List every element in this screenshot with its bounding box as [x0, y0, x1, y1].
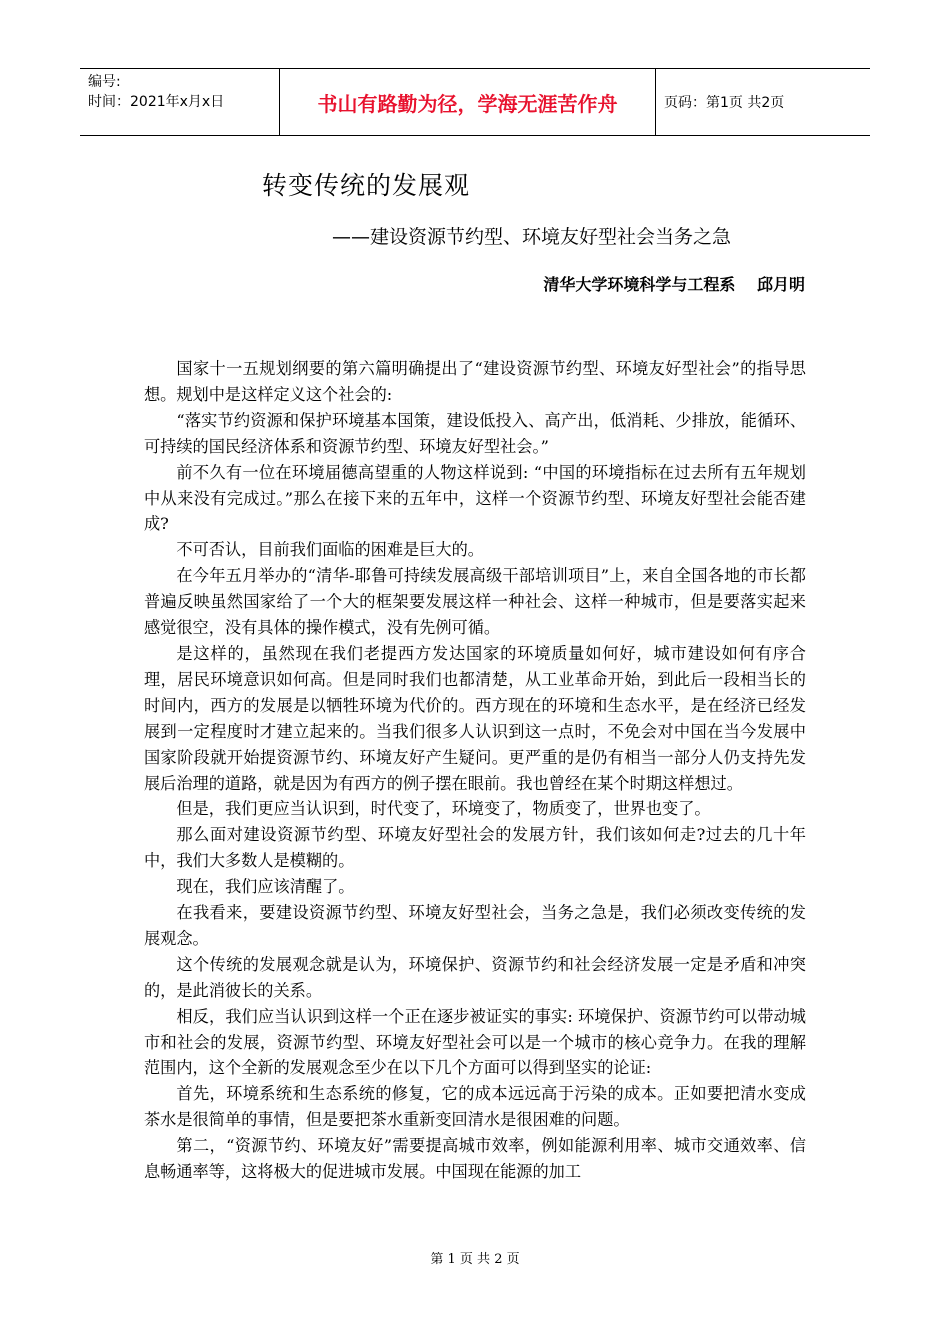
- paragraph: 在我看来，要建设资源节约型、环境友好型社会，当务之急是，我们必须改变传统的发展观念。: [144, 903, 806, 948]
- header-motto: 书山有路勤为径，学海无涯苦作舟: [280, 69, 656, 135]
- article-body: [144, 356, 806, 1185]
- paragraph: 但是，我们更应当认识到，时代变了，环境变了，物质变了，世界也变了。: [176, 799, 711, 819]
- article-author: 清华大学环境科学与工程系 邱月明: [543, 275, 805, 294]
- paragraph: 这个传统的发展观念就是认为，环境保护、资源节约和社会经济发展一定是矛盾和冲突的，是此消彼长的关系。: [144, 954, 806, 1000]
- paragraph: 在今年五月举办的“清华-耶鲁可持续发展高级干部培训项目”上，来自全国各地的市长都普遍反映虽然国家给了一个大的框架要发展这样一种社会、这样一种城市，但是要落实起来感觉很空，没有具体的操作模式，没有先例可循。: [144, 566, 806, 638]
- paragraph: 那么面对建设资源节约型、环境友好型社会的发展方针，我们该如何走?过去的几十年中，我们大多数人是模糊的。: [144, 825, 806, 871]
- page-footer: 第 1 页 共 2 页: [430, 1252, 520, 1267]
- number-label: 编号:: [88, 74, 121, 90]
- paragraph: 是这样的，虽然现在我们老提西方发达国家的环境质量如何好，城市建设如何有序合理，居民环境意识如何高。但是同时我们也都清楚，从工业革命开始，到此后一段相当长的时间内，西方的发展是以牺牲环境为代价的。西方现在的环境和生态水平，是在经济已经发展到一定程度时才建立起来的。当我们很多人认识到这一点时，不免会对中国在当今发展中国家阶段就开始提资源节约、环境友好产生疑问。更严重的是仍有相当一部分人仍支持先发展后治理的道路，就是因为有西方的例子摆在眼前。我也曾经在某个时期这样想过。: [144, 643, 806, 793]
- paragraph: 不可否认，目前我们面临的困难是巨大的。: [176, 540, 484, 560]
- paragraph: 国家十一五规划纲要的第六篇明确提出了“建设资源节约型、环境友好型社会”的指导思想。规划中是这样定义这个社会的:: [144, 359, 806, 404]
- paragraph: 前不久有一位在环境届德高望重的人物这样说到: “中国的环境指标在过去所有五年规划中从来没有完成过。”那么在接下来的五年中，这样一个资源节约型、环境友好型社会能否建成?: [144, 462, 806, 534]
- paragraph: 第二，“资源节约、环境友好”需要提高城市效率，例如能源利用率、城市交通效率、信息畅通率等，这将极大的促进城市发展。中国现在能源的加工: [144, 1136, 806, 1182]
- date-label: 时间：2021年x月x日: [88, 94, 225, 110]
- header-meta: [80, 69, 280, 135]
- article-title: 转变传统的发展观: [262, 171, 471, 200]
- header-page-label: 页码：第1页 共2页: [664, 95, 785, 111]
- paragraph: “落实节约资源和保护环境基本国策，建设低投入、高产出，低消耗、少排放，能循环、可持续的国民经济体系和资源节约型、环境友好型社会。”: [144, 410, 806, 456]
- paragraph: 现在，我们应该清醒了。: [176, 877, 355, 897]
- article-subtitle: ——建设资源节约型、环境友好型社会当务之急: [332, 226, 732, 248]
- page-header: [80, 68, 870, 136]
- paragraph: 首先，环境系统和生态系统的修复，它的成本远远高于污染的成本。正如要把清水变成茶水是很简单的事情，但是要把茶水重新变回清水是很困难的问题。: [144, 1084, 806, 1130]
- paragraph: 相反，我们应当认识到这样一个正在逐步被证实的事实: 环境保护、资源节约可以带动城市和社会的发展，资源节约型、环境友好型社会可以是一个城市的核心竞争力。在我的理解范围内，这个全新的发展观念至少在以下几个方面可以得到坚实的论证:: [144, 1006, 806, 1078]
